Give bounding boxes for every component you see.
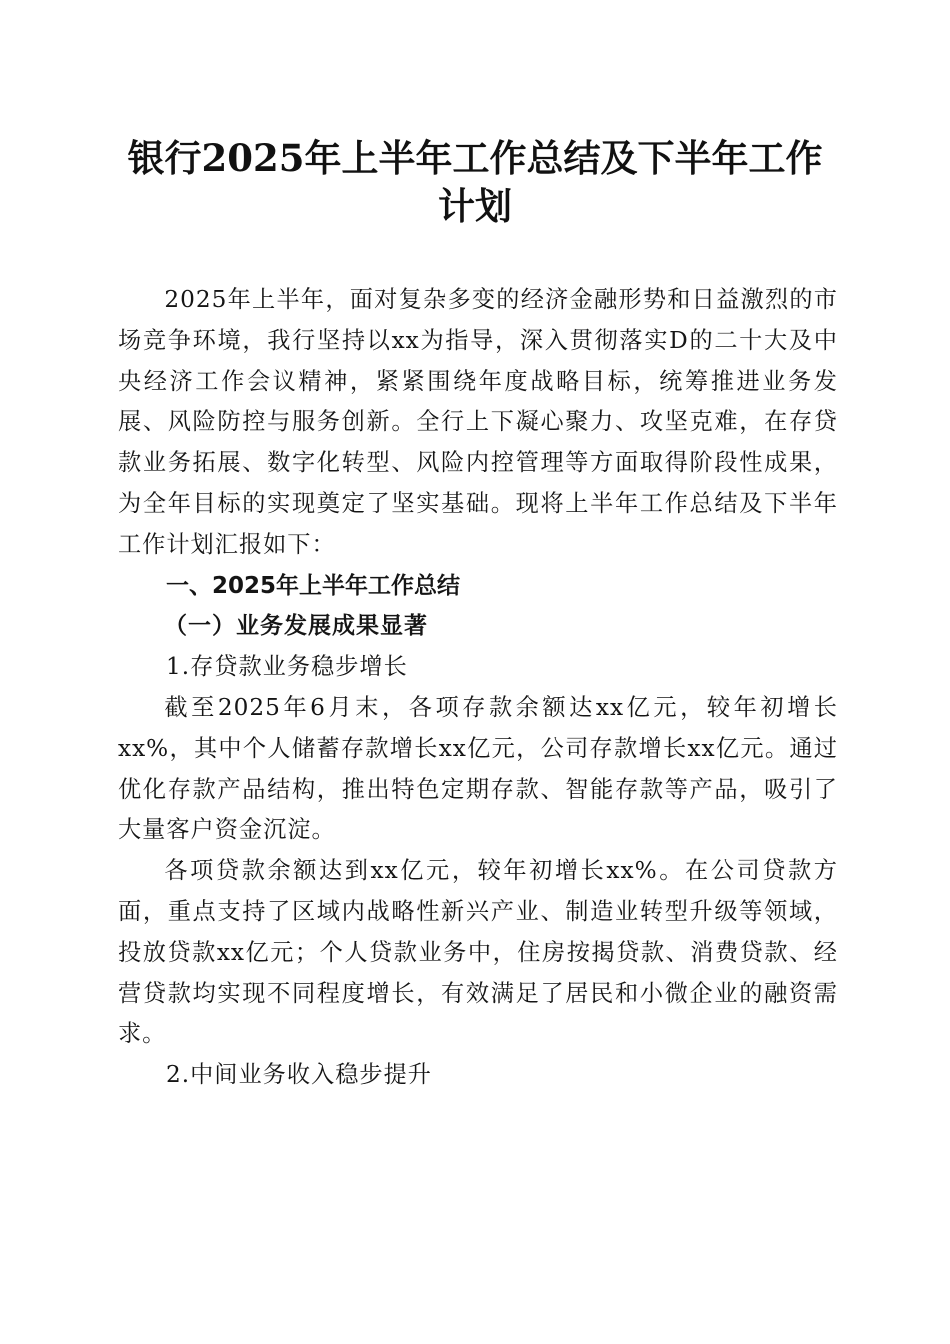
intro-paragraph: 2025年上半年，面对复杂多变的经济金融形势和日益激烈的市场竞争环境，我行坚持以xx为指导，深入贯彻落实D的二十大及中央经济工作会议精神，紧紧围绕年度战略目标，统筹推进业务发展、风险防控与服务创新。全行上下凝心聚力、攻坚克难，在存贷款业务拓展、数字化转型、风险内控管理等方面取得阶段性成果，为全年目标的实现奠定了坚实基础。现将上半年工作总结及下半年工作计划汇报如下：: [118, 286, 838, 558]
document-body: [118, 280, 838, 1096]
deposit-paragraph: 截至2025年6月末，各项存款余额达xx亿元，较年初增长xx%，其中个人储蓄存款增长xx亿元，公司存款增长xx亿元。通过优化存款产品结构，推出特色定期存款、智能存款等产品，吸引了大量客户资金沉淀。: [118, 693, 838, 844]
item-heading-1: 1.存贷款业务稳步增长: [166, 653, 408, 681]
loan-paragraph: 各项贷款余额达到xx亿元，较年初增长xx%。在公司贷款方面，重点支持了区域内战略性新兴产业、制造业转型升级等领域，投放贷款xx亿元；个人贷款业务中，住房按揭贷款、消费贷款、经营贷款均实现不同程度增长，有效满足了居民和小微企业的融资需求。: [118, 857, 838, 1048]
item-heading-2: 2.中间业务收入稳步提升: [166, 1061, 432, 1089]
subsection-heading-1: （一）业务发展成果显著: [164, 612, 428, 640]
document-title: 银行2025年上半年工作总结及下半年工作计划: [127, 136, 823, 228]
section-heading-1: 一、2025年上半年工作总结: [166, 572, 461, 599]
